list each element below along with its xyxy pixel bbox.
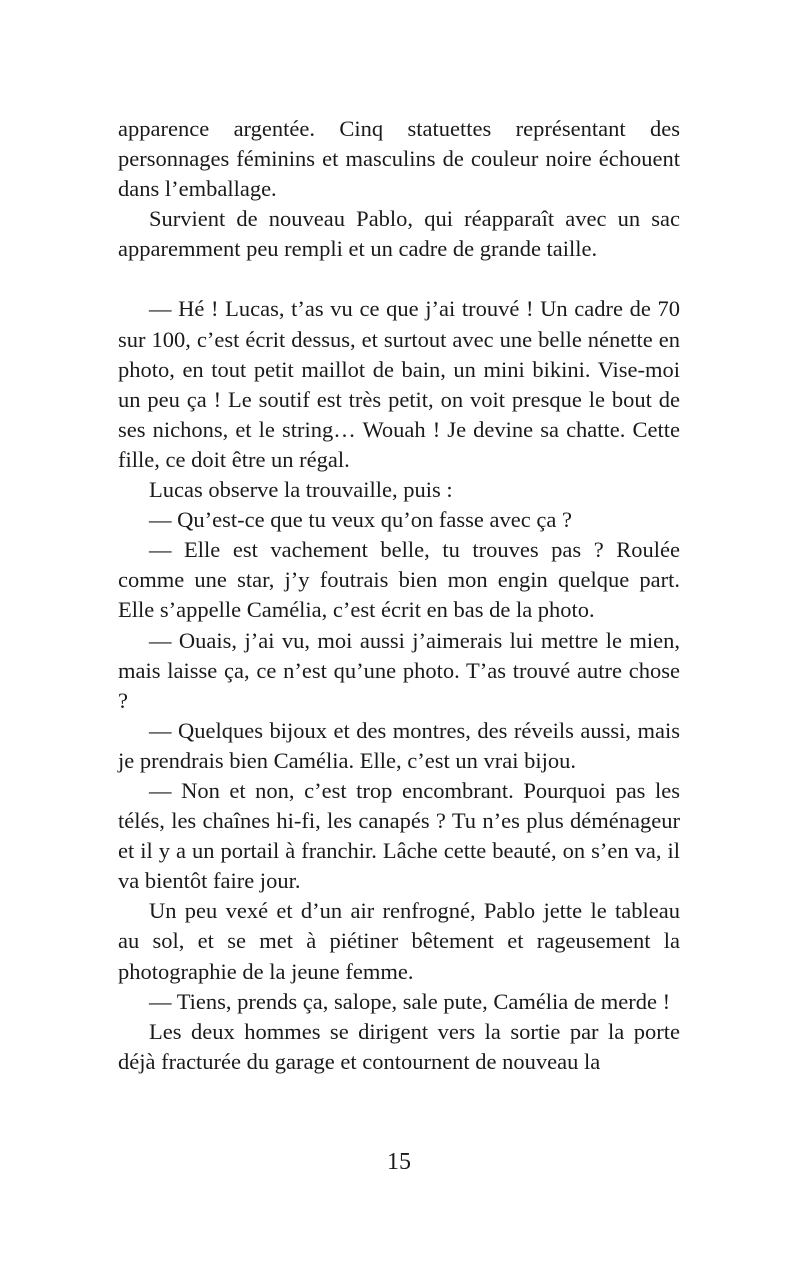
paragraph: Les deux hommes se dirigent vers la sortie par la porte déjà fracturée du garage et contournent de nouveau la <box>118 1018 680 1074</box>
paragraph: Lucas observe la trouvaille, puis : <box>149 477 453 503</box>
page-number: 15 <box>387 1149 411 1175</box>
paragraph: apparence argentée. Cinq statuettes représentant des personnages féminins et masculins de couleur noire échouent dans l’emballage. <box>118 116 680 202</box>
paragraph: — Ouais, j’ai vu, moi aussi j’aimerais lui mettre le mien, mais laisse ça, ce n’est qu’une photo. T’as trouvé autre chose ? <box>118 627 680 713</box>
paragraph: — Tiens, prends ça, salope, sale pute, Camélia de merde ! <box>149 988 671 1014</box>
paragraph: Survient de nouveau Pablo, qui réapparaît avec un sac apparemment peu rempli et un cadre de grande taille. <box>118 206 680 262</box>
paragraph: — Hé ! Lucas, t’as vu ce que j’ai trouvé ! Un cadre de 70 sur 100, c’est écrit dessus, et surtout avec une belle nénette en photo, en tout petit maillot de bain, un mini bikini. Vise-moi un peu ça ! Le soutif est très petit, on voit presque le bout de ses nichons, et le string… Wouah ! Je devine sa chatte. Cette fille, ce doit être un régal. <box>118 296 680 472</box>
page-body <box>118 114 680 1077</box>
paragraph: — Elle est vachement belle, tu trouves pas ? Roulée comme une star, j’y foutrais bien mon engin quelque part. Elle s’appelle Camélia, c’est écrit en bas de la photo. <box>118 537 680 623</box>
paragraph: Un peu vexé et d’un air renfrogné, Pablo jette le tableau au sol, et se met à piétiner bêtement et rageusement la photographie de la jeune femme. <box>118 898 680 984</box>
paragraph: — Non et non, c’est trop encombrant. Pourquoi pas les télés, les chaînes hi-fi, les canapés ? Tu n’es plus déménageur et il y a un portail à franchir. Lâche cette beauté, on s’en va, il va bientôt faire jour. <box>118 777 680 894</box>
paragraph: — Quelques bijoux et des montres, des réveils aussi, mais je prendrais bien Camélia. Elle, c’est un vrai bijou. <box>118 717 680 773</box>
paragraph: — Qu’est-ce que tu veux qu’on fasse avec ça ? <box>149 507 572 533</box>
